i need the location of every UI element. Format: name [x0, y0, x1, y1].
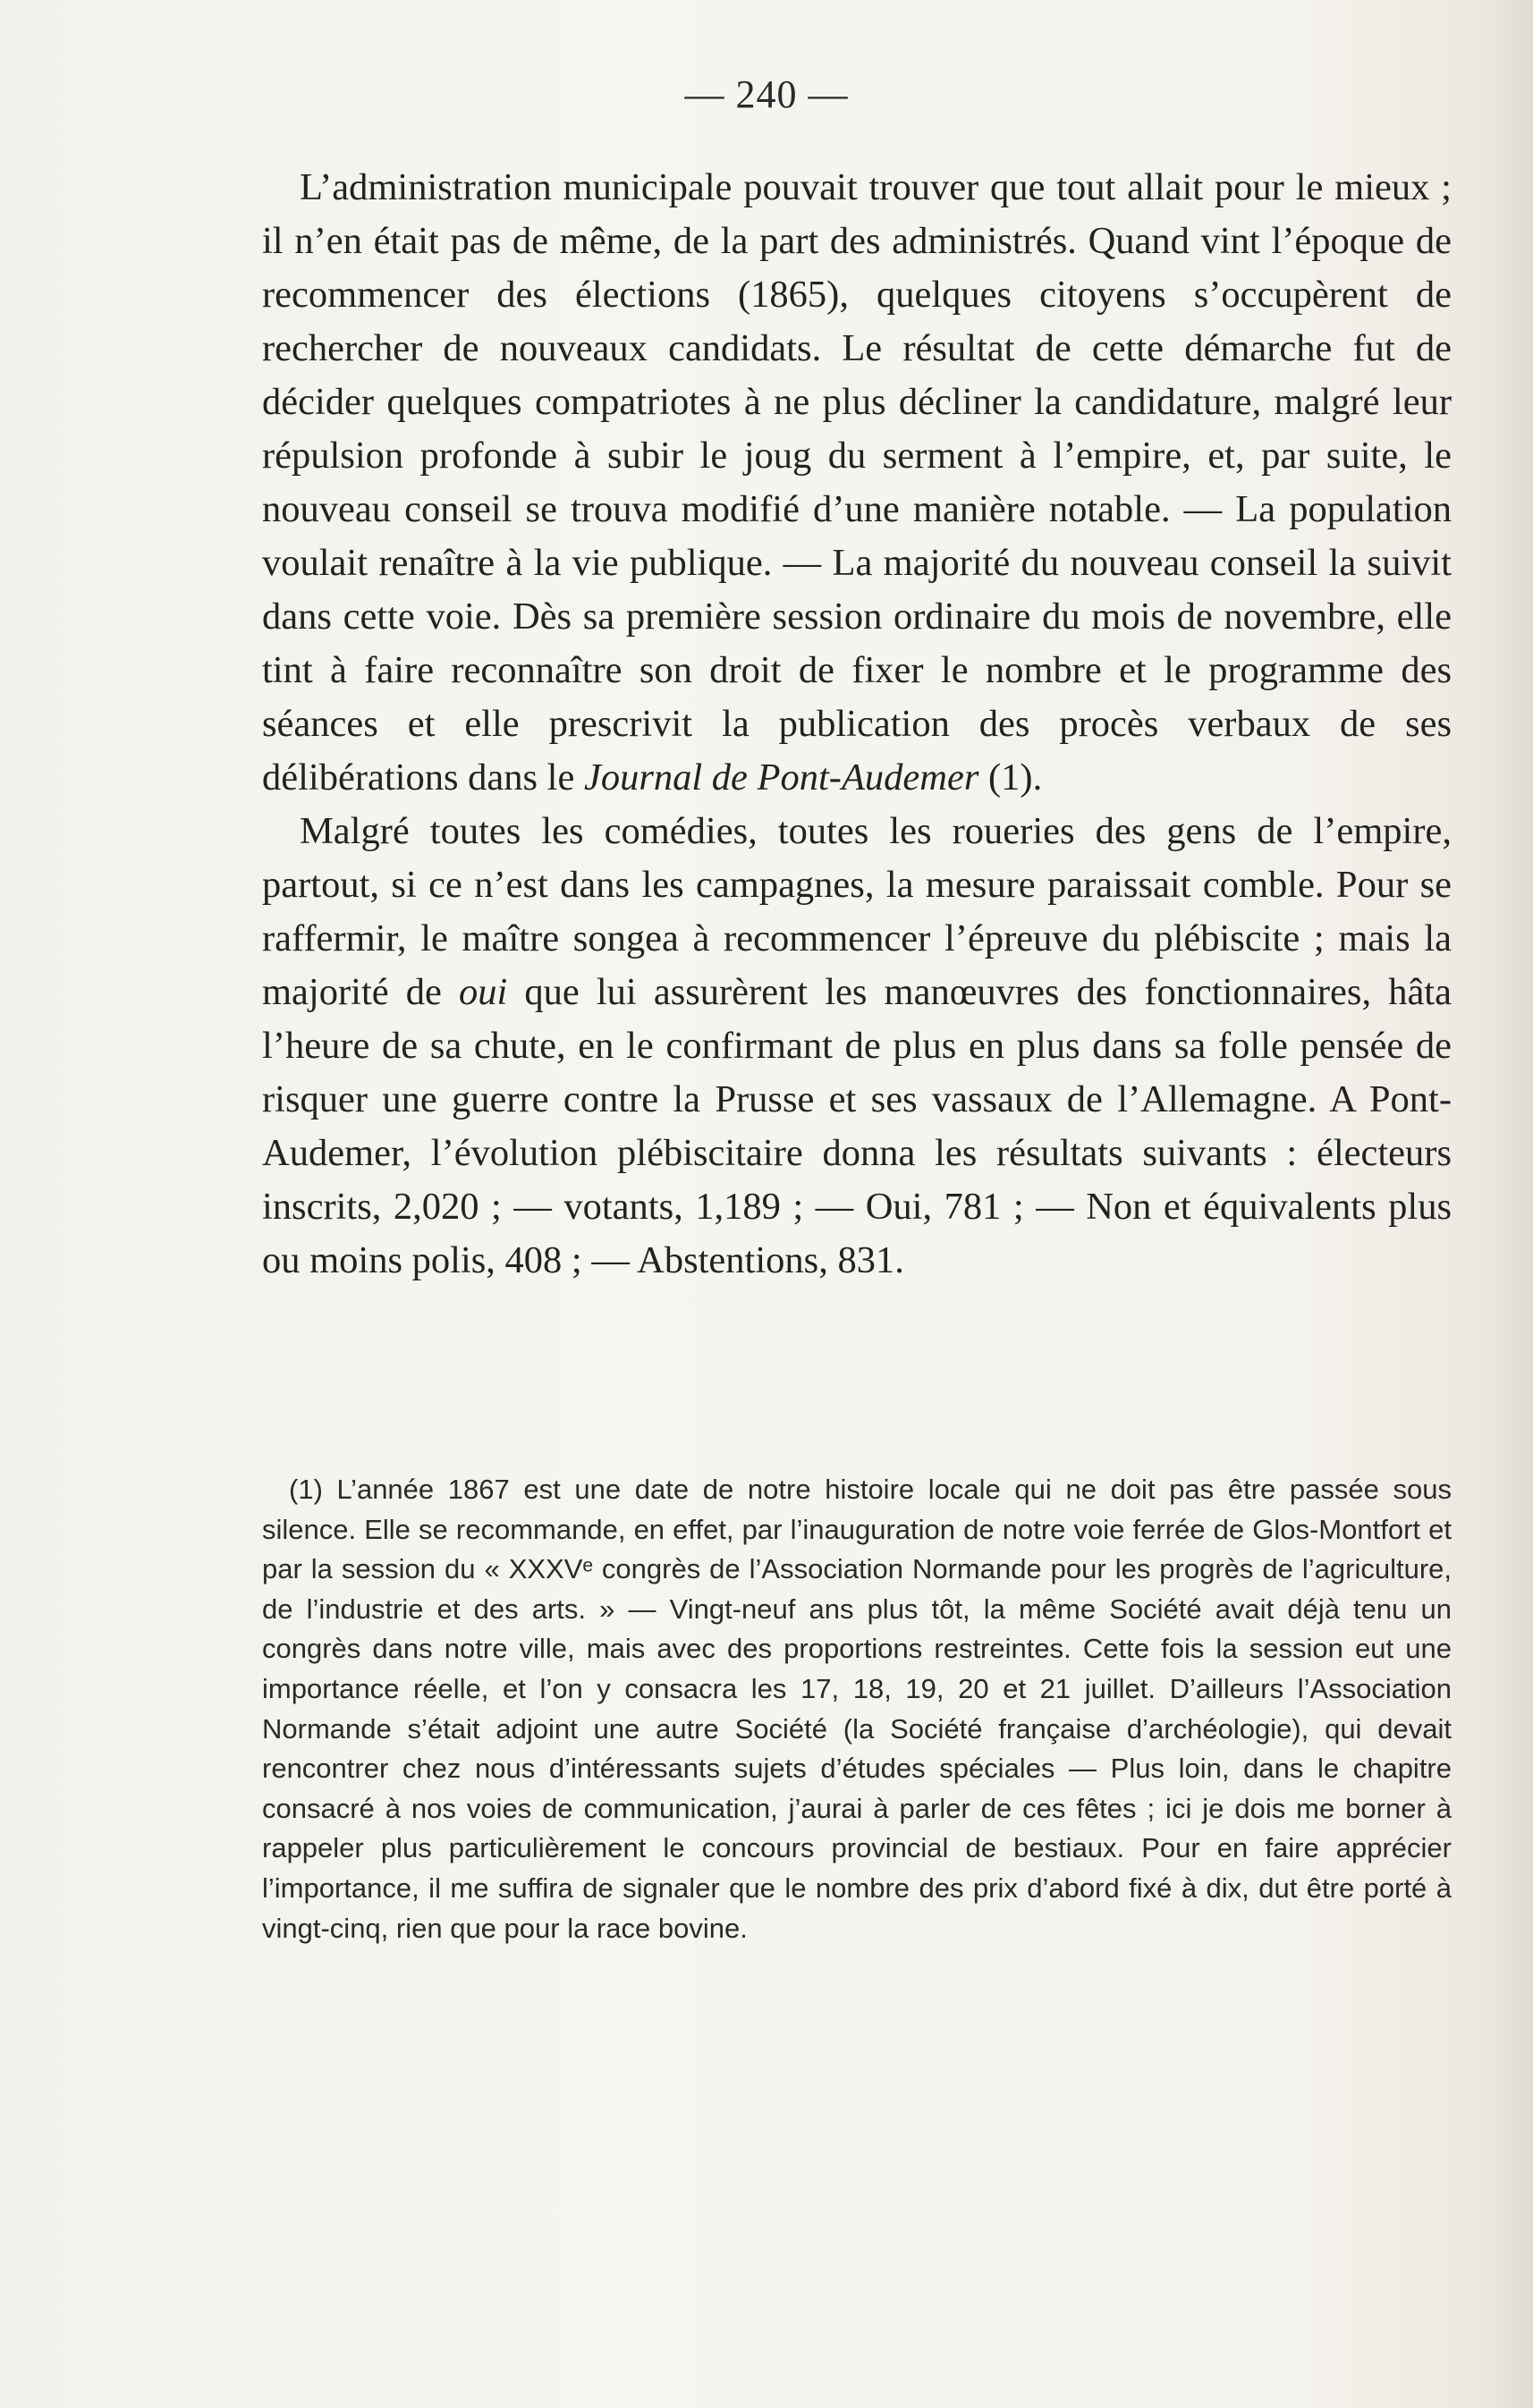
paragraph-1-text-a: L’administration municipale pouvait trouver que tout allait pour le mieux ; il n’en était pas de même, de la part des administrés. Quand vint l’époque de recommencer des élections (1865), quelques citoyens s’occupèrent de rechercher de nouveaux candidats. Le résultat de cette démarche fut de décider quelques compatriotes à ne plus décliner la candidature, malgré leur répulsion profonde à subir le joug du serment à l’empire, et, par suite, le nouveau conseil se trouva modifié d’une manière notable. — La population voulait renaître à la vie publique. — La majorité du nouveau conseil la suivit dans cette voie. Dès sa première session ordinaire du mois de novembre, elle tint à faire reconnaître son droit de fixer le nombre et le programme des séances et elle prescrivit la publication des procès verbaux de ses délibérations dans le	[262, 166, 1452, 798]
footnotes	[262, 1470, 1452, 1948]
paragraph-2-text-a: Malgré toutes les comédies, toutes les roueries des gens de l’empire, partout, si ce n’est dans les campagnes, la mesure paraissait comble. Pour se raffermir, le maître songea à recommencer l’épreuve du plébiscite ; mais la majorité de	[262, 810, 1452, 1013]
paragraph-2	[262, 805, 1452, 1288]
paragraph-1-text-b: (1).	[978, 756, 1043, 798]
journal-title: Journal de Pont-Audemer	[583, 756, 979, 798]
footnote-1: (1) L’année 1867 est une date de notre histoire locale qui ne doit pas être passée sous silence. Elle se recommande, en effet, par l’inauguration de notre voie ferrée de Glos-Montfort et par la session du « XXXVᵉ congrès de l’Association Normande pour les progrès de l’agriculture, de l’industrie et des arts. » — Vingt-neuf ans plus tôt, la même Société avait déjà tenu un congrès dans notre ville, mais avec des proportions restreintes. Cette fois la session eut une importance réelle, et l’on y consacra les 17, 18, 19, 20 et 21 juillet. D’ailleurs l’Association Normande s’était adjoint une autre Société (la Société française d’archéologie), qui devait rencontrer chez nous d’intéressants sujets d’études spéciales — Plus loin, dans le chapitre consacré à nos voies de communication, j’aurai à parler de ces fêtes ; ici je dois me borner à rappeler plus particulièrement le concours provincial de bestiaux. Pour en faire apprécier l’importance, il me suffira de signaler que le nombre des prix d’abord fixé à dix, dut être porté à vingt-cinq, rien que pour la race bovine.	[262, 1474, 1452, 1944]
paragraph-1	[262, 161, 1452, 805]
page-number: — 240 —	[684, 72, 849, 116]
paragraph-2-text-b: que lui assurèrent les manœuvres des fonctionnaires, hâta l’heure de sa chute, en le confirmant de plus en plus dans sa folle pensée de risquer une guerre contre la Prusse et ses vassaux de l’Allemagne. A Pont-Audemer, l’évolution plébiscitaire donna les résultats suivants : électeurs inscrits, 2,020 ; — votants, 1,189 ; — Oui, 781 ; — Non et équivalents plus ou moins polis, 408 ; — Abstentions, 831.	[262, 971, 1452, 1281]
main-text	[262, 161, 1452, 1288]
page-edge-shadow	[1479, 0, 1533, 2408]
oui-italic: oui	[458, 971, 508, 1013]
